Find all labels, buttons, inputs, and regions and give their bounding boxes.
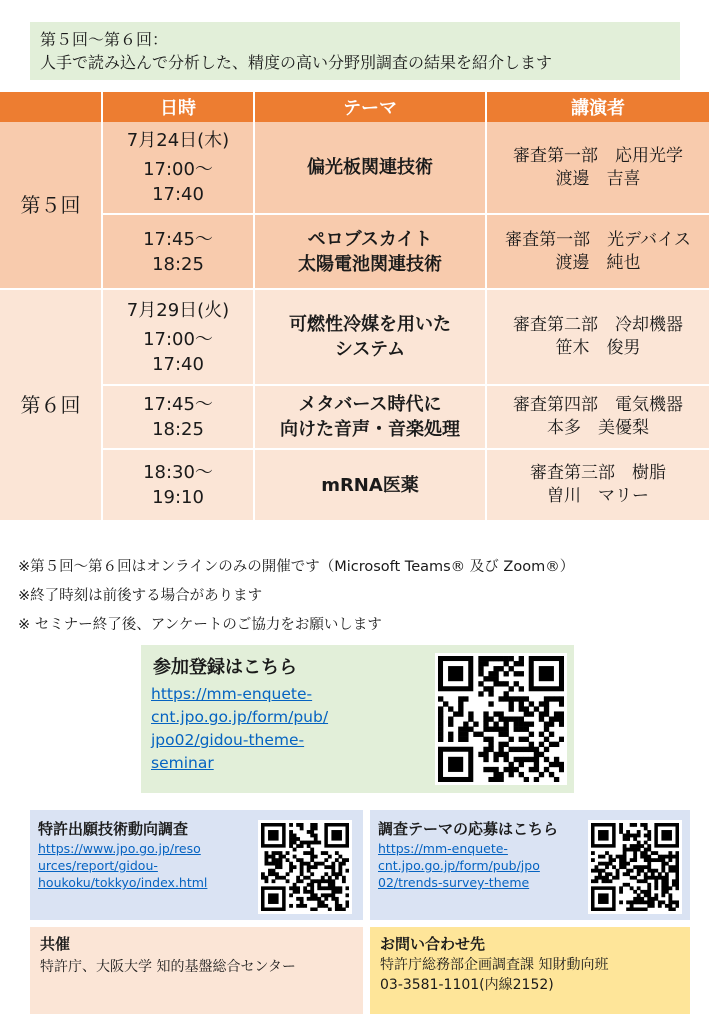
theme-line: 偏光板関連技術: [307, 157, 433, 178]
time-end: 17:40: [152, 353, 204, 375]
link-line[interactable]: seminar: [151, 754, 214, 772]
theme-application-box: [370, 810, 690, 920]
datetime-cell: [103, 215, 255, 290]
header-speaker: 講演者: [487, 92, 709, 122]
registration-link[interactable]: [151, 683, 391, 775]
contact-title: お問い合わせ先: [380, 935, 486, 953]
patent-survey-link[interactable]: [38, 840, 243, 891]
table-row: [0, 122, 709, 215]
theme-cell: [255, 215, 487, 290]
contact-phone: 03-3581-1101(内線2152): [380, 977, 554, 993]
speaker-name: 笹木 俊男: [555, 338, 641, 358]
speaker-name: 本多 美優梨: [547, 418, 649, 438]
time-end: 18:25: [152, 419, 204, 440]
table-header-row: [0, 92, 709, 122]
theme-line: 向けた音声・音楽処理: [280, 419, 460, 440]
speaker-cell: [487, 450, 709, 522]
link-line[interactable]: houkoku/tokkyo/index.html: [38, 875, 208, 890]
table-row: [0, 215, 709, 290]
theme-line: システム: [334, 339, 406, 360]
link-line[interactable]: https://mm-enquete-: [151, 685, 313, 703]
speaker-dept: 審査第四部 電気機器: [513, 395, 683, 415]
note-line: ※ セミナー終了後、アンケートのご協力をお願いします: [18, 617, 382, 633]
datetime-cell: [103, 122, 255, 215]
speaker-name: 曽川 マリー: [547, 486, 649, 506]
notes: [18, 553, 574, 640]
table-row: [0, 386, 709, 450]
theme-line: ペロブスカイト: [307, 228, 433, 250]
theme-line: 可燃性冷媒を用いた: [289, 314, 451, 335]
date-text: 7月29日(火): [126, 299, 230, 321]
patent-survey-title: 特許出願技術動向調査: [38, 820, 189, 838]
datetime-cell: [103, 290, 255, 386]
link-line[interactable]: urces/report/gidou-: [38, 858, 158, 873]
time-end: 19:10: [152, 487, 204, 508]
session-label: 第６回: [0, 290, 103, 522]
date-text: 7月24日(木): [126, 130, 230, 151]
header-theme: テーマ: [255, 92, 487, 122]
speaker-cell: [487, 215, 709, 290]
speaker-dept: 審査第一部 光デバイス: [505, 229, 691, 250]
cohost-title: 共催: [40, 935, 71, 953]
link-line[interactable]: 02/trends-survey-theme: [378, 875, 530, 890]
intro-banner: [30, 22, 680, 80]
table-row: [0, 450, 709, 522]
theme-cell: [255, 386, 487, 450]
speaker-name: 渡邊 純也: [555, 252, 641, 273]
time-start: 17:45～: [143, 394, 213, 415]
patent-survey-box: [30, 810, 363, 920]
contact-box: [370, 927, 690, 1014]
speaker-dept: 審査第二部 冷却機器: [513, 315, 683, 335]
theme-cell: [255, 290, 487, 386]
qr-code-icon: [435, 653, 567, 785]
header-session: [0, 92, 103, 122]
time-start: 17:45～: [143, 228, 213, 250]
theme-application-title: 調査テーマの応募はこちら: [378, 820, 559, 838]
cohost-text: 特許庁、大阪大学 知的基盤総合センター: [40, 959, 296, 975]
datetime-cell: [103, 386, 255, 450]
registration-title: 参加登録はこちら: [153, 657, 297, 678]
theme-cell: [255, 122, 487, 215]
time-start: 18:30～: [143, 462, 213, 483]
cohost-box: [30, 927, 363, 1014]
link-line[interactable]: https://mm-enquete-: [378, 841, 508, 856]
link-line[interactable]: cnt.jpo.go.jp/form/pub/jpo: [378, 858, 540, 873]
intro-line-1: 第５回～第６回：: [40, 30, 169, 49]
time-end: 18:25: [152, 253, 204, 275]
theme-line: 太陽電池関連技術: [298, 253, 442, 275]
speaker-cell: [487, 386, 709, 450]
speaker-dept: 審査第一部 応用光学: [513, 145, 683, 166]
link-line[interactable]: https://www.jpo.go.jp/reso: [38, 841, 201, 856]
qr-code-icon: [588, 820, 682, 914]
table-row: [0, 290, 709, 386]
time-start: 17:00～: [143, 328, 213, 350]
theme-cell: [255, 450, 487, 522]
note-line: ※第５回～第６回はオンラインのみの開催です（Microsoft Teams® 及び Zoom®）: [18, 559, 575, 575]
speaker-cell: [487, 122, 709, 215]
qr-code-icon: [258, 820, 352, 914]
speaker-dept: 審査第三部 樹脂: [530, 463, 666, 483]
intro-line-2: 人手で読み込んで分析した、精度の高い分野別調査の結果を紹介します: [40, 53, 553, 72]
link-line[interactable]: jpo02/gidou-theme-: [151, 731, 305, 749]
header-datetime: 日時: [103, 92, 255, 122]
theme-application-link[interactable]: [378, 840, 578, 891]
link-line[interactable]: cnt.jpo.go.jp/form/pub/: [151, 708, 329, 726]
datetime-cell: [103, 450, 255, 522]
registration-box: [141, 645, 574, 793]
theme-line: メタバース時代に: [298, 394, 442, 415]
time-start: 17:00～: [143, 159, 213, 180]
speaker-cell: [487, 290, 709, 386]
time-end: 17:40: [152, 184, 204, 205]
schedule-table: [0, 92, 709, 522]
contact-dept: 特許庁総務部企画調査課 知財動向班: [380, 957, 609, 973]
theme-line: mRNA医薬: [321, 474, 419, 496]
session-label: 第５回: [0, 122, 103, 290]
note-line: ※終了時刻は前後する場合があります: [18, 588, 263, 604]
speaker-name: 渡邊 吉喜: [555, 168, 641, 189]
